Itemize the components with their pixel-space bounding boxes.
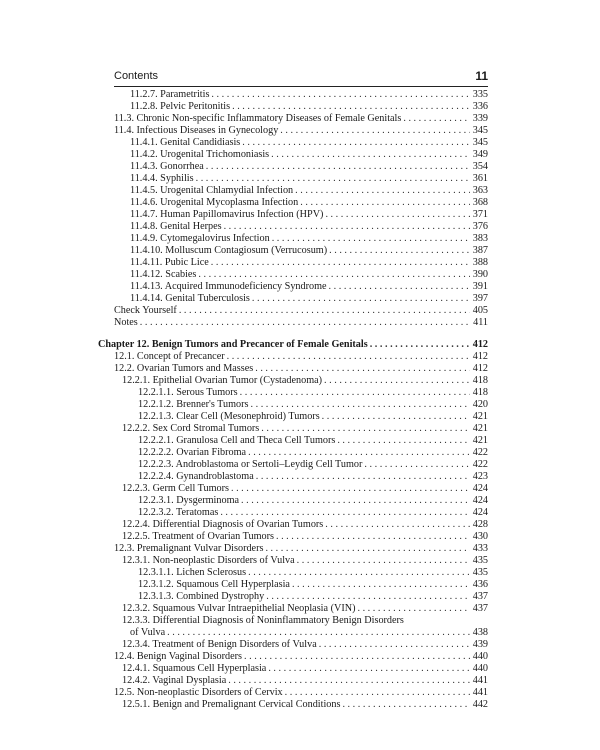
dot-leader	[220, 507, 470, 519]
toc-entry-page: 437	[472, 603, 488, 614]
toc-entry-title: 11.4.9. Cytomegalovirus Infection	[130, 233, 270, 244]
toc-entry	[138, 447, 488, 459]
toc-entry	[122, 531, 488, 543]
toc-entry-page: 390	[472, 269, 488, 280]
toc-entry	[130, 185, 488, 197]
toc-entry-page: 424	[472, 483, 488, 494]
toc-entry-title: 12.2.4. Differential Diagnosis of Ovarian Tumors	[122, 519, 324, 530]
toc-entry	[114, 125, 488, 137]
header-page-number: 11	[475, 69, 488, 83]
toc-entry-page: 412	[472, 363, 488, 374]
toc-entry	[130, 197, 488, 209]
toc-entry	[122, 519, 488, 531]
toc-entry-page: 349	[472, 149, 488, 160]
toc-entry-page: 423	[472, 471, 488, 482]
dot-leader	[211, 257, 470, 269]
toc-entry	[130, 245, 488, 257]
toc-entry-title: 12.1. Concept of Precancer	[114, 351, 225, 362]
dot-leader	[272, 233, 470, 245]
toc-entry	[130, 137, 488, 149]
toc-entry-title: 12.2.3.1. Dysgerminoma	[138, 495, 240, 506]
dot-leader	[255, 363, 470, 375]
toc-entry-page: 435	[472, 567, 488, 578]
toc-entry-page: 435	[472, 555, 488, 566]
dot-leader	[324, 375, 470, 387]
toc-entry	[138, 399, 488, 411]
toc-entry-page: 339	[472, 113, 488, 124]
toc-entry-page: 433	[472, 543, 488, 554]
dot-leader	[211, 89, 470, 101]
toc-entry-page: 439	[472, 639, 488, 650]
toc-entry-title: 12.5.1. Benign and Premalignant Cervical Conditions	[122, 699, 341, 710]
toc-entry	[130, 149, 488, 161]
toc-entry	[138, 591, 488, 603]
toc-entry-page: 441	[472, 687, 488, 698]
dot-leader	[248, 567, 470, 579]
toc-entry	[130, 101, 488, 113]
dot-leader	[261, 423, 470, 435]
toc-entry	[130, 293, 488, 305]
toc-entry-title: 12.2.1.1. Serous Tumors	[138, 387, 238, 398]
dot-leader	[227, 351, 470, 363]
toc-entry-title: 11.4.3. Gonorrhea	[130, 161, 204, 172]
dot-leader	[357, 603, 470, 615]
toc-entry-title: 12.3.3. Differential Diagnosis of Noninflammatory Benign Disorders	[122, 615, 404, 626]
toc-entry	[114, 305, 488, 317]
dot-leader	[364, 459, 470, 471]
toc-entry	[122, 639, 488, 651]
toc-entry	[138, 387, 488, 399]
toc-entry	[138, 459, 488, 471]
dot-leader	[251, 399, 470, 411]
toc-entry	[122, 663, 488, 675]
toc-entry	[130, 269, 488, 281]
toc-entry-page: 388	[472, 257, 488, 268]
toc-entry-page: 368	[472, 197, 488, 208]
toc-entry-title: 12.2.5. Treatment of Ovarian Tumors	[122, 531, 274, 542]
toc-entry-title: 12.3.1.3. Combined Dystrophy	[138, 591, 265, 602]
toc-entry	[130, 173, 488, 185]
dot-leader	[248, 447, 470, 459]
toc-entry-page: 437	[472, 591, 488, 602]
toc-entry-page: 363	[472, 185, 488, 196]
toc-entry-page: 424	[472, 507, 488, 518]
toc-entry-title: 12.4.2. Vaginal Dysplasia	[122, 675, 227, 686]
toc-entry-page: 387	[472, 245, 488, 256]
toc-entry-title: Check Yourself	[114, 305, 177, 316]
toc-entry-page: 442	[472, 699, 488, 710]
toc-entry-title: 12.4. Benign Vaginal Disorders	[114, 651, 242, 662]
toc-entry-page: 383	[472, 233, 488, 244]
toc-entry-title: 11.4.13. Acquired Immunodeficiency Syndrome	[130, 281, 327, 292]
dot-leader	[198, 269, 470, 281]
toc-entry-title: 11.4.4. Syphilis	[130, 173, 194, 184]
toc-entry-page: 436	[472, 579, 488, 590]
toc-entry-page: 412	[472, 339, 488, 350]
toc-entry-page: 421	[472, 435, 488, 446]
toc-entry-title: 11.2.8. Pelvic Peritonitis	[130, 101, 231, 112]
dot-leader	[244, 651, 470, 663]
toc-entry	[130, 233, 488, 245]
toc-entry-title: 12.3.2. Squamous Vulvar Intraepithelial Neoplasia (VIN)	[122, 603, 356, 614]
chapter-heading	[98, 339, 488, 351]
toc-entry	[130, 257, 488, 269]
dot-leader	[232, 101, 470, 113]
toc-entry-page: 411	[473, 317, 488, 328]
dot-leader	[196, 173, 470, 185]
dot-leader	[329, 245, 470, 257]
toc-entry-page: 440	[472, 651, 488, 662]
toc-entry	[122, 699, 488, 711]
toc-entry-title: 11.2.7. Parametritis	[130, 89, 210, 100]
toc-entry-page: 421	[472, 423, 488, 434]
toc-entry-title: Notes	[114, 317, 138, 328]
toc-entry	[130, 627, 488, 639]
toc-entry-title: 12.2. Ovarian Tumors and Masses	[114, 363, 254, 374]
toc-entry-title: 11.4.14. Genital Tuberculosis	[130, 293, 250, 304]
toc-entry-title: 12.2.2.1. Granulosa Cell and Theca Cell Tumors	[138, 435, 336, 446]
toc-entry	[122, 375, 488, 387]
toc-entry	[114, 317, 488, 329]
toc-entry-page: 430	[472, 531, 488, 542]
dot-leader	[268, 663, 470, 675]
toc-entry-page: 371	[472, 209, 488, 220]
toc-entry-page: 335	[472, 89, 488, 100]
toc-entry-title: 11.4.11. Pubic Lice	[130, 257, 209, 268]
dot-leader	[322, 411, 470, 423]
toc-entry	[122, 483, 488, 495]
dot-leader	[337, 435, 470, 447]
dot-leader	[325, 519, 470, 531]
toc-entry-title: 11.3. Chronic Non-specific Inflammatory Diseases of Female Genitals	[114, 113, 402, 124]
toc-entry-title: 12.3.4. Treatment of Benign Disorders of Vulva	[122, 639, 317, 650]
toc-entry	[114, 543, 488, 555]
toc-entry-title: 12.2.2.2. Ovarian Fibroma	[138, 447, 247, 458]
dot-leader	[285, 687, 470, 699]
toc-entry	[138, 579, 488, 591]
toc-entry	[122, 555, 488, 567]
toc-entry-title: 12.2.1. Epithelial Ovarian Tumor (Cystadenoma)	[122, 375, 323, 386]
toc-entry-page: 345	[472, 137, 488, 148]
toc-entry-page: 440	[472, 663, 488, 674]
dot-leader	[300, 197, 470, 209]
dot-leader	[231, 483, 470, 495]
toc-entry-page: 428	[472, 519, 488, 530]
dot-leader	[167, 627, 470, 639]
toc-entry-title: 12.2.3. Germ Cell Tumors	[122, 483, 229, 494]
toc-entry-title: 11.4.2. Urogenital Trichomoniasis	[130, 149, 270, 160]
toc-entry-title: 12.2.2.3. Androblastoma or Sertoli–Leydig Cell Tumor	[138, 459, 363, 470]
toc-entry	[130, 209, 488, 221]
toc-entry-title: 12.3. Premalignant Vulvar Disorders	[114, 543, 264, 554]
toc-entry-title: of Vulva	[130, 627, 166, 638]
toc-entry-page: 376	[472, 221, 488, 232]
dot-leader	[370, 339, 470, 351]
dot-leader	[240, 387, 470, 399]
toc-entry	[114, 113, 488, 125]
toc-entry	[114, 351, 488, 363]
toc-entry-page: 418	[472, 387, 488, 398]
page-header	[114, 70, 488, 87]
toc-entry-title: 12.3.1.1. Lichen Sclerosus	[138, 567, 247, 578]
dot-leader	[295, 185, 470, 197]
toc-entry	[114, 651, 488, 663]
toc-entry-title: 11.4.8. Genital Herpes	[130, 221, 222, 232]
dot-leader	[280, 125, 470, 137]
toc-entry	[138, 507, 488, 519]
toc-entry	[122, 615, 488, 627]
toc-entry-page: 336	[472, 101, 488, 112]
dot-leader	[265, 543, 470, 555]
toc-entry-title: 12.2.2.4. Gynandroblastoma	[138, 471, 254, 482]
toc-entry-page: 354	[472, 161, 488, 172]
toc-entry-page: 405	[472, 305, 488, 316]
dot-leader	[242, 137, 470, 149]
toc-entry	[122, 603, 488, 615]
toc-entry-page: 421	[472, 411, 488, 422]
toc-entry-page: 345	[472, 125, 488, 136]
dot-leader	[325, 209, 470, 221]
dot-leader	[179, 305, 470, 317]
toc-entry	[122, 423, 488, 435]
toc-entry-page: 412	[472, 351, 488, 362]
toc-entry-title: Chapter 12. Benign Tumors and Precancer of Female Genitals	[98, 339, 368, 350]
toc-entry	[138, 435, 488, 447]
header-title: Contents	[114, 70, 159, 82]
toc-entry	[130, 89, 488, 101]
dot-leader	[292, 579, 470, 591]
toc-entry-title: 12.2.2. Sex Cord Stromal Tumors	[122, 423, 260, 434]
dot-leader	[256, 471, 470, 483]
toc-entry-title: 11.4.1. Genital Candidiasis	[130, 137, 241, 148]
dot-leader	[241, 495, 470, 507]
toc-entry-page: 422	[472, 447, 488, 458]
toc-entry-title: 12.5. Non-neoplastic Disorders of Cervix	[114, 687, 283, 698]
dot-leader	[206, 161, 470, 173]
toc-entry-title: 11.4.7. Human Papillomavirus Infection (HPV)	[130, 209, 324, 220]
toc-entry	[138, 411, 488, 423]
dot-leader	[319, 639, 470, 651]
toc-entry	[130, 221, 488, 233]
toc-entry-page: 441	[472, 675, 488, 686]
toc-entry-title: 11.4.12. Scabies	[130, 269, 197, 280]
toc-entry	[130, 281, 488, 293]
toc-entry	[114, 363, 488, 375]
dot-leader	[271, 149, 470, 161]
toc-entry-title: 12.2.1.2. Brenner's Tumors	[138, 399, 249, 410]
toc-entry-page: 397	[472, 293, 488, 304]
dot-leader	[224, 221, 470, 233]
toc-entry	[138, 567, 488, 579]
toc-entry-page: 420	[472, 399, 488, 410]
toc-entry-title: 11.4. Infectious Diseases in Gynecology	[114, 125, 279, 136]
toc-entry-page: 391	[472, 281, 488, 292]
toc-entry-title: 12.2.1.3. Clear Cell (Mesonephroid) Tumors	[138, 411, 320, 422]
toc-entry-title: 12.3.1. Non-neoplastic Disorders of Vulva	[122, 555, 295, 566]
toc-entry	[138, 471, 488, 483]
dot-leader	[297, 555, 470, 567]
toc-entry-title: 12.2.3.2. Teratomas	[138, 507, 219, 518]
toc-entry	[114, 687, 488, 699]
toc-entry-title: 11.4.10. Molluscum Contagiosum (Verrucosum)	[130, 245, 328, 256]
toc-entry-title: 11.4.5. Urogenital Chlamydial Infection	[130, 185, 294, 196]
dot-leader	[329, 281, 470, 293]
toc-entry	[138, 495, 488, 507]
toc-entry-page: 424	[472, 495, 488, 506]
dot-leader	[342, 699, 470, 711]
dot-leader	[276, 531, 470, 543]
dot-leader	[266, 591, 470, 603]
toc-entry	[122, 675, 488, 687]
toc-entry-title: 12.3.1.2. Squamous Cell Hyperplasia	[138, 579, 290, 590]
dot-leader	[403, 113, 470, 125]
dot-leader	[252, 293, 470, 305]
toc-entry-title: 11.4.6. Urogenital Mycoplasma Infection	[130, 197, 299, 208]
toc-entry-page: 422	[472, 459, 488, 470]
toc-entry	[130, 161, 488, 173]
dot-leader	[140, 317, 470, 329]
toc-entry-page: 361	[472, 173, 488, 184]
toc-entry-title: 12.4.1. Squamous Cell Hyperplasia	[122, 663, 267, 674]
toc-entry-page: 418	[472, 375, 488, 386]
toc-entry-page: 438	[472, 627, 488, 638]
dot-leader	[228, 675, 470, 687]
